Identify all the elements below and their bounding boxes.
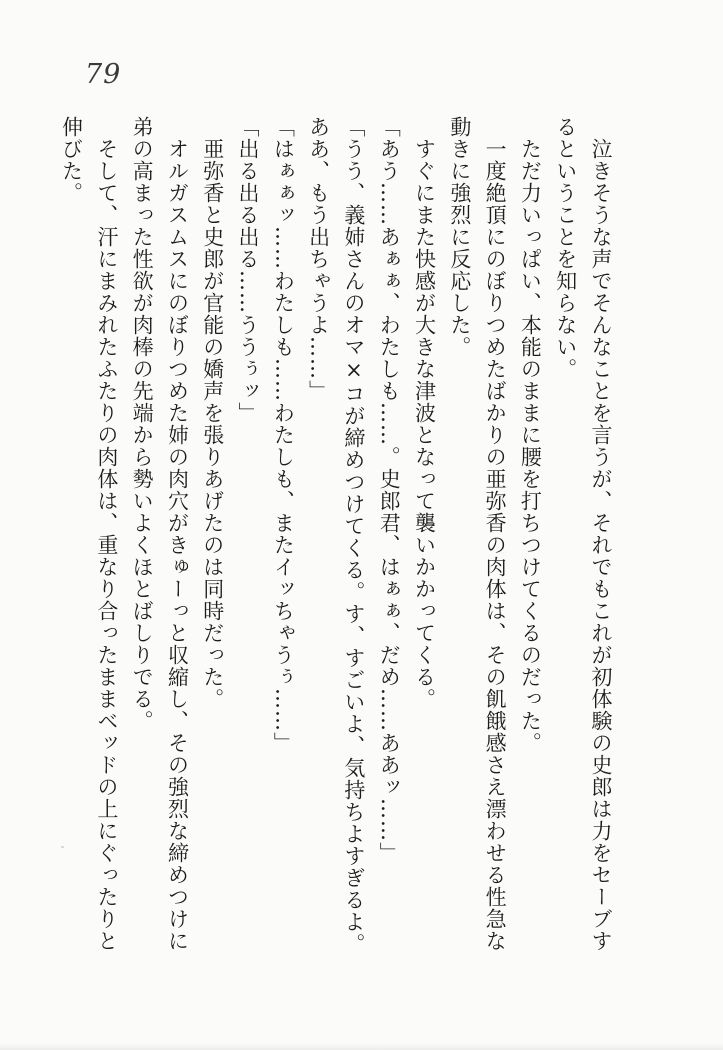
text-line: 動きに強烈に反応した。 bbox=[447, 116, 472, 358]
text-line: 「うう、義姉さんのオマ×コが締めつけてくる。す、すごいよ、気持ちよすぎるよ。 bbox=[341, 116, 366, 955]
text-line: オルガスムスにのぼりつめた姉の肉穴がきゅーっと収縮し、その強烈な締めつけに bbox=[165, 138, 190, 952]
text-line: 泣きそうな声でそんなことを言うが、それでもこれが初体験の史郎は力をセーブす bbox=[589, 138, 613, 952]
text-line: ああ、もう出ちゃうよ……」 bbox=[306, 116, 331, 402]
text-line: 一度絶頂にのぼりつめたばかりの亜弥香の肉体は、その飢餓感さえ漂わせる性急な bbox=[483, 138, 508, 952]
text-line: 伸びた。 bbox=[59, 116, 84, 204]
text-line: 弟の高まった性欲が肉棒の先端から勢いよくほとばしりでる。 bbox=[130, 116, 155, 732]
text-block bbox=[53, 116, 618, 1026]
text-line: るということを知らない。 bbox=[553, 116, 578, 380]
text-line: 「はぁぁッ……わたしも……わたしも、またイッちゃうぅ……」 bbox=[271, 116, 296, 754]
text-line: すぐにまた快感が大きな津波となって襲いかかってくる。 bbox=[412, 138, 437, 710]
page-number: 79 bbox=[85, 59, 122, 90]
scan-artifact-speck bbox=[61, 846, 64, 848]
text-line: 「あう……あぁぁ、わたしも……。史郎君、はぁぁ、だめ……ああッ……」 bbox=[377, 116, 402, 864]
text-line: そして、汗にまみれたふたりの肉体は、重なり合ったままベッドの上にぐったりと bbox=[94, 138, 119, 952]
text-line: 「出る出る出る……ううぅッ」 bbox=[236, 116, 261, 424]
scan-artifact-bottom-edge bbox=[0, 1043, 723, 1050]
text-line: ただ力いっぱい、本能のままに腰を打ちつけてくるのだった。 bbox=[518, 138, 543, 754]
text-line: 亜弥香と史郎が官能の嬌声を張りあげたのは同時だった。 bbox=[200, 138, 225, 710]
